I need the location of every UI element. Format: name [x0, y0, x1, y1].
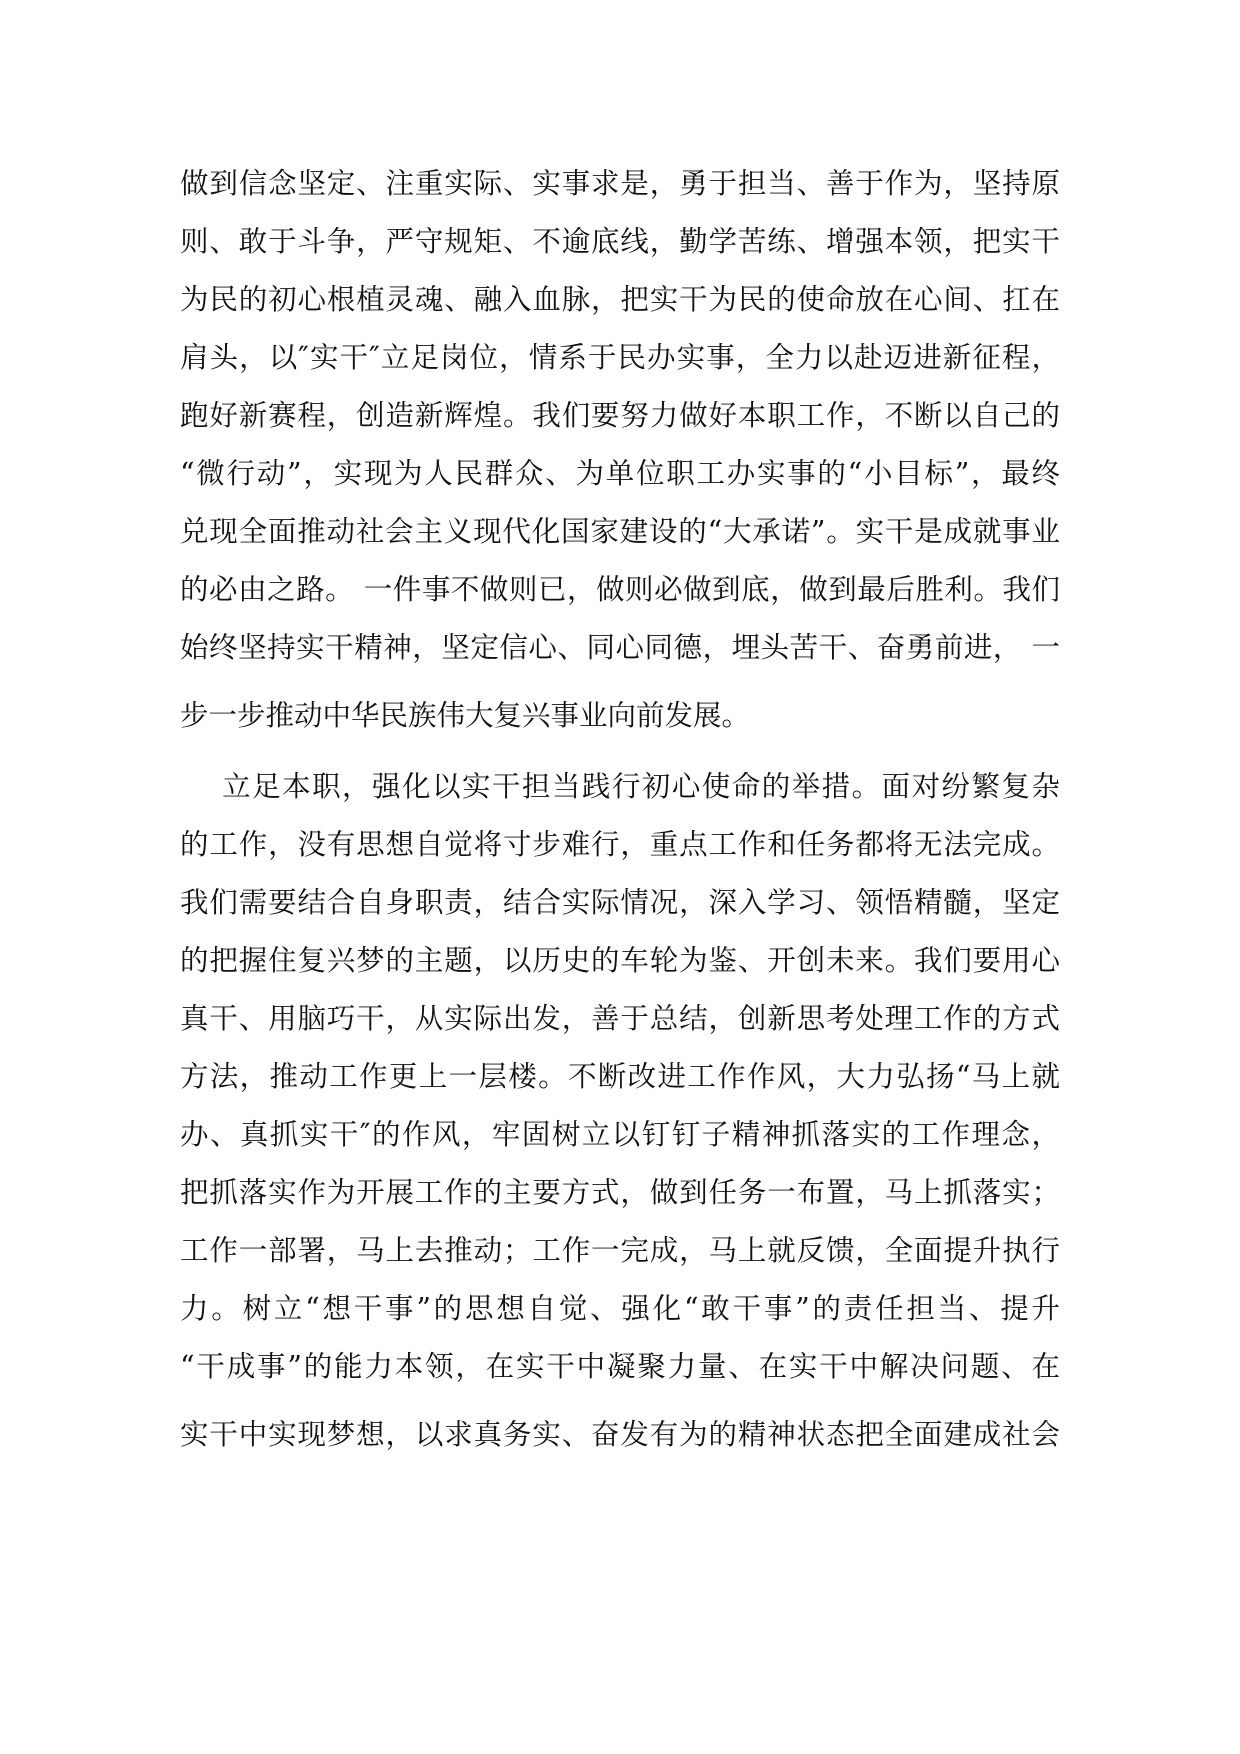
- text-line: 力。树立“想干事”的思想自觉、强化“敢干事”的责任担当、提升: [180, 1292, 1060, 1325]
- text-line: “微行动”，实现为人民群众、为单位职工办实事的“小目标”，最终: [180, 457, 1060, 490]
- text-line: 跑好新赛程，创造新辉煌。我们要努力做好本职工作，不断以自己的: [180, 399, 1060, 432]
- text-line: 始终坚持实干精神，坚定信心、同心同德，埋头苦干、奋勇前进， 一: [180, 631, 1060, 664]
- text-line: 的把握住复兴梦的主题，以历史的车轮为鉴、开创未来。我们要用心: [180, 944, 1060, 977]
- text-line: 做到信念坚定、注重实际、实事求是，勇于担当、善于作为，坚持原: [180, 167, 1060, 200]
- text-line: 方法，推动工作更上一层楼。不断改进工作作风，大力弘扬“马上就: [180, 1060, 1060, 1093]
- text-line: 的工作，没有思想自觉将寸步难行，重点工作和任务都将无法完成。: [180, 828, 1060, 861]
- paragraph-1: [180, 155, 1060, 745]
- text-line: 立足本职，强化以实干担当践行初心使命的举措。面对纷繁复杂: [180, 770, 1060, 803]
- text-line: 为民的初心根植灵魂、融入血脉，把实干为民的使命放在心间、扛在: [180, 283, 1060, 316]
- text-line: 真干、用脑巧干，从实际出发，善于总结，创新思考处理工作的方式: [180, 1002, 1060, 1035]
- text-line: 肩头，以″实干″立足岗位，情系于民办实事，全力以赴迈进新征程，: [180, 341, 1060, 374]
- text-line: 兑现全面推动社会主义现代化国家建设的“大承诺”。实干是成就事业: [180, 515, 1060, 548]
- text-line: 实干中实现梦想，以求真务实、奋发有为的精神状态把全面建成社会: [180, 1418, 1060, 1451]
- paragraph-2: [180, 758, 1060, 1464]
- text-line: “干成事”的能力本领，在实干中凝聚力量、在实干中解决问题、在: [180, 1350, 1060, 1383]
- text-line: 步一步推动中华民族伟大复兴事业向前发展。: [180, 699, 751, 732]
- text-line: 的必由之路。 一件事不做则已，做则必做到底，做到最后胜利。我们: [180, 573, 1060, 606]
- text-line: 则、敢于斗争，严守规矩、不逾底线，勤学苦练、增强本领，把实干: [180, 225, 1060, 258]
- text-line: 我们需要结合自身职责，结合实际情况，深入学习、领悟精髓，坚定: [180, 886, 1060, 919]
- text-line: 办、真抓实干″的作风，牢固树立以钉钉子精神抓落实的工作理念，: [180, 1118, 1060, 1151]
- text-line: 把抓落实作为开展工作的主要方式，做到任务一布置，马上抓落实；: [180, 1176, 1060, 1209]
- text-line: 工作一部署，马上去推动；工作一完成，马上就反馈，全面提升执行: [180, 1234, 1060, 1267]
